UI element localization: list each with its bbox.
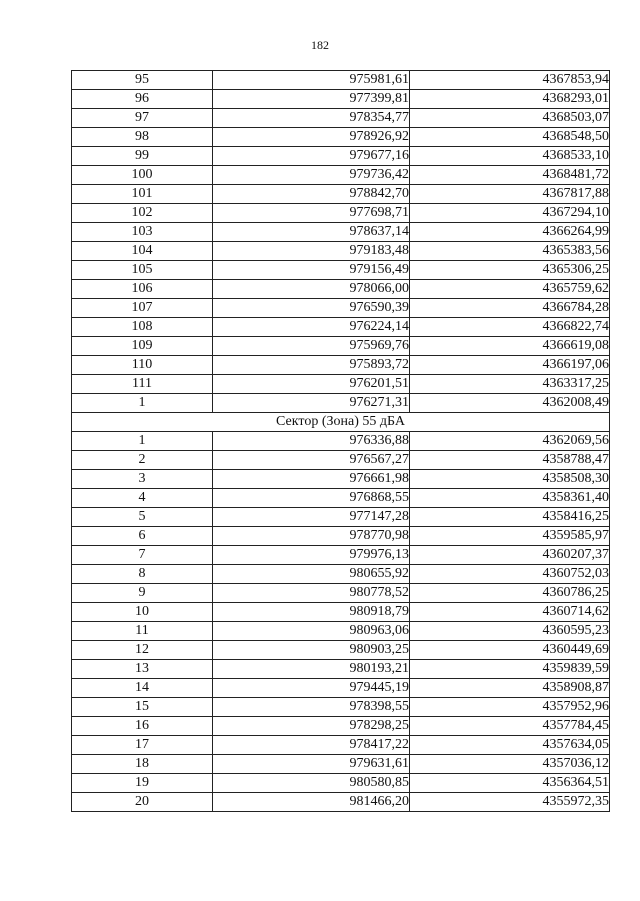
x-coordinate-cell: 976661,98 xyxy=(213,470,410,489)
point-number-cell: 18 xyxy=(72,755,213,774)
point-number-cell: 1 xyxy=(72,432,213,451)
sector-title-row xyxy=(72,413,610,432)
y-coordinate-cell: 4360595,23 xyxy=(410,622,610,641)
table-row xyxy=(72,622,610,641)
point-number-cell: 11 xyxy=(72,622,213,641)
y-coordinate-cell: 4358508,30 xyxy=(410,470,610,489)
table-row xyxy=(72,147,610,166)
x-coordinate-cell: 980963,06 xyxy=(213,622,410,641)
point-number-cell: 6 xyxy=(72,527,213,546)
point-number-cell: 1 xyxy=(72,394,213,413)
x-coordinate-cell: 980193,21 xyxy=(213,660,410,679)
y-coordinate-cell: 4368293,01 xyxy=(410,90,610,109)
table-row xyxy=(72,584,610,603)
point-number-cell: 97 xyxy=(72,109,213,128)
table-row xyxy=(72,71,610,90)
y-coordinate-cell: 4360449,69 xyxy=(410,641,610,660)
point-number-cell: 12 xyxy=(72,641,213,660)
table-row xyxy=(72,242,610,261)
point-number-cell: 17 xyxy=(72,736,213,755)
y-coordinate-cell: 4368533,10 xyxy=(410,147,610,166)
y-coordinate-cell: 4368503,07 xyxy=(410,109,610,128)
y-coordinate-cell: 4362008,49 xyxy=(410,394,610,413)
y-coordinate-cell: 4368481,72 xyxy=(410,166,610,185)
point-number-cell: 101 xyxy=(72,185,213,204)
y-coordinate-cell: 4366264,99 xyxy=(410,223,610,242)
x-coordinate-cell: 978842,70 xyxy=(213,185,410,204)
point-number-cell: 110 xyxy=(72,356,213,375)
x-coordinate-cell: 979736,42 xyxy=(213,166,410,185)
table-row xyxy=(72,128,610,147)
point-number-cell: 19 xyxy=(72,774,213,793)
x-coordinate-cell: 975969,76 xyxy=(213,337,410,356)
x-coordinate-cell: 977147,28 xyxy=(213,508,410,527)
sector-title: Сектор (Зона) 55 дБА xyxy=(72,413,610,432)
x-coordinate-cell: 978066,00 xyxy=(213,280,410,299)
y-coordinate-cell: 4358788,47 xyxy=(410,451,610,470)
y-coordinate-cell: 4367853,94 xyxy=(410,71,610,90)
table-row xyxy=(72,204,610,223)
point-number-cell: 5 xyxy=(72,508,213,527)
x-coordinate-cell: 976201,51 xyxy=(213,375,410,394)
x-coordinate-cell: 980903,25 xyxy=(213,641,410,660)
point-number-cell: 102 xyxy=(72,204,213,223)
x-coordinate-cell: 979976,13 xyxy=(213,546,410,565)
x-coordinate-cell: 979183,48 xyxy=(213,242,410,261)
point-number-cell: 10 xyxy=(72,603,213,622)
table-row xyxy=(72,166,610,185)
x-coordinate-cell: 980580,85 xyxy=(213,774,410,793)
y-coordinate-cell: 4368548,50 xyxy=(410,128,610,147)
x-coordinate-cell: 978417,22 xyxy=(213,736,410,755)
x-coordinate-cell: 978926,92 xyxy=(213,128,410,147)
y-coordinate-cell: 4363317,25 xyxy=(410,375,610,394)
x-coordinate-cell: 976590,39 xyxy=(213,299,410,318)
table-row xyxy=(72,736,610,755)
point-number-cell: 3 xyxy=(72,470,213,489)
x-coordinate-cell: 978398,55 xyxy=(213,698,410,717)
table-row xyxy=(72,603,610,622)
y-coordinate-cell: 4358416,25 xyxy=(410,508,610,527)
x-coordinate-cell: 978637,14 xyxy=(213,223,410,242)
x-coordinate-cell: 980655,92 xyxy=(213,565,410,584)
y-coordinate-cell: 4367817,88 xyxy=(410,185,610,204)
x-coordinate-cell: 979677,16 xyxy=(213,147,410,166)
point-number-cell: 16 xyxy=(72,717,213,736)
y-coordinate-cell: 4365306,25 xyxy=(410,261,610,280)
x-coordinate-cell: 981466,20 xyxy=(213,793,410,812)
point-number-cell: 95 xyxy=(72,71,213,90)
table-row xyxy=(72,641,610,660)
table-row xyxy=(72,470,610,489)
table-row xyxy=(72,755,610,774)
table-row xyxy=(72,375,610,394)
coordinates-table xyxy=(71,70,610,812)
table-row xyxy=(72,489,610,508)
point-number-cell: 103 xyxy=(72,223,213,242)
table-row xyxy=(72,451,610,470)
y-coordinate-cell: 4360786,25 xyxy=(410,584,610,603)
x-coordinate-cell: 976271,31 xyxy=(213,394,410,413)
point-number-cell: 104 xyxy=(72,242,213,261)
y-coordinate-cell: 4357784,45 xyxy=(410,717,610,736)
point-number-cell: 2 xyxy=(72,451,213,470)
x-coordinate-cell: 975981,61 xyxy=(213,71,410,90)
table-row xyxy=(72,223,610,242)
point-number-cell: 15 xyxy=(72,698,213,717)
table-row xyxy=(72,185,610,204)
page-number: 182 xyxy=(311,38,329,52)
y-coordinate-cell: 4366197,06 xyxy=(410,356,610,375)
table-row xyxy=(72,432,610,451)
x-coordinate-cell: 979445,19 xyxy=(213,679,410,698)
table-row xyxy=(72,717,610,736)
table-row xyxy=(72,679,610,698)
sector-header xyxy=(72,413,610,432)
table-row xyxy=(72,698,610,717)
x-coordinate-cell: 977698,71 xyxy=(213,204,410,223)
point-number-cell: 100 xyxy=(72,166,213,185)
y-coordinate-cell: 4355972,35 xyxy=(410,793,610,812)
table-body-a xyxy=(72,71,610,413)
x-coordinate-cell: 979631,61 xyxy=(213,755,410,774)
y-coordinate-cell: 4357634,05 xyxy=(410,736,610,755)
point-number-cell: 109 xyxy=(72,337,213,356)
point-number-cell: 4 xyxy=(72,489,213,508)
y-coordinate-cell: 4365759,62 xyxy=(410,280,610,299)
y-coordinate-cell: 4366784,28 xyxy=(410,299,610,318)
point-number-cell: 9 xyxy=(72,584,213,603)
x-coordinate-cell: 978354,77 xyxy=(213,109,410,128)
point-number-cell: 20 xyxy=(72,793,213,812)
y-coordinate-cell: 4360207,37 xyxy=(410,546,610,565)
y-coordinate-cell: 4356364,51 xyxy=(410,774,610,793)
table-row xyxy=(72,337,610,356)
x-coordinate-cell: 978298,25 xyxy=(213,717,410,736)
point-number-cell: 99 xyxy=(72,147,213,166)
point-number-cell: 7 xyxy=(72,546,213,565)
point-number-cell: 13 xyxy=(72,660,213,679)
x-coordinate-cell: 976567,27 xyxy=(213,451,410,470)
x-coordinate-cell: 978770,98 xyxy=(213,527,410,546)
table-row xyxy=(72,546,610,565)
x-coordinate-cell: 980918,79 xyxy=(213,603,410,622)
x-coordinate-cell: 979156,49 xyxy=(213,261,410,280)
y-coordinate-cell: 4357952,96 xyxy=(410,698,610,717)
x-coordinate-cell: 980778,52 xyxy=(213,584,410,603)
point-number-cell: 98 xyxy=(72,128,213,147)
table-row xyxy=(72,356,610,375)
x-coordinate-cell: 976336,88 xyxy=(213,432,410,451)
point-number-cell: 105 xyxy=(72,261,213,280)
y-coordinate-cell: 4366619,08 xyxy=(410,337,610,356)
table-row xyxy=(72,280,610,299)
x-coordinate-cell: 977399,81 xyxy=(213,90,410,109)
y-coordinate-cell: 4360714,62 xyxy=(410,603,610,622)
y-coordinate-cell: 4366822,74 xyxy=(410,318,610,337)
y-coordinate-cell: 4365383,56 xyxy=(410,242,610,261)
table-row xyxy=(72,527,610,546)
x-coordinate-cell: 975893,72 xyxy=(213,356,410,375)
point-number-cell: 96 xyxy=(72,90,213,109)
table-row xyxy=(72,793,610,812)
y-coordinate-cell: 4367294,10 xyxy=(410,204,610,223)
table-row xyxy=(72,109,610,128)
table-row xyxy=(72,660,610,679)
table-row xyxy=(72,565,610,584)
y-coordinate-cell: 4359585,97 xyxy=(410,527,610,546)
point-number-cell: 106 xyxy=(72,280,213,299)
y-coordinate-cell: 4360752,03 xyxy=(410,565,610,584)
y-coordinate-cell: 4362069,56 xyxy=(410,432,610,451)
x-coordinate-cell: 976224,14 xyxy=(213,318,410,337)
point-number-cell: 111 xyxy=(72,375,213,394)
table-row xyxy=(72,394,610,413)
x-coordinate-cell: 976868,55 xyxy=(213,489,410,508)
table-row xyxy=(72,90,610,109)
point-number-cell: 14 xyxy=(72,679,213,698)
table-row xyxy=(72,774,610,793)
y-coordinate-cell: 4358361,40 xyxy=(410,489,610,508)
y-coordinate-cell: 4359839,59 xyxy=(410,660,610,679)
table-row xyxy=(72,318,610,337)
point-number-cell: 108 xyxy=(72,318,213,337)
y-coordinate-cell: 4358908,87 xyxy=(410,679,610,698)
point-number-cell: 8 xyxy=(72,565,213,584)
table-body-b xyxy=(72,432,610,812)
point-number-cell: 107 xyxy=(72,299,213,318)
y-coordinate-cell: 4357036,12 xyxy=(410,755,610,774)
table-row xyxy=(72,261,610,280)
table-row xyxy=(72,508,610,527)
table-row xyxy=(72,299,610,318)
